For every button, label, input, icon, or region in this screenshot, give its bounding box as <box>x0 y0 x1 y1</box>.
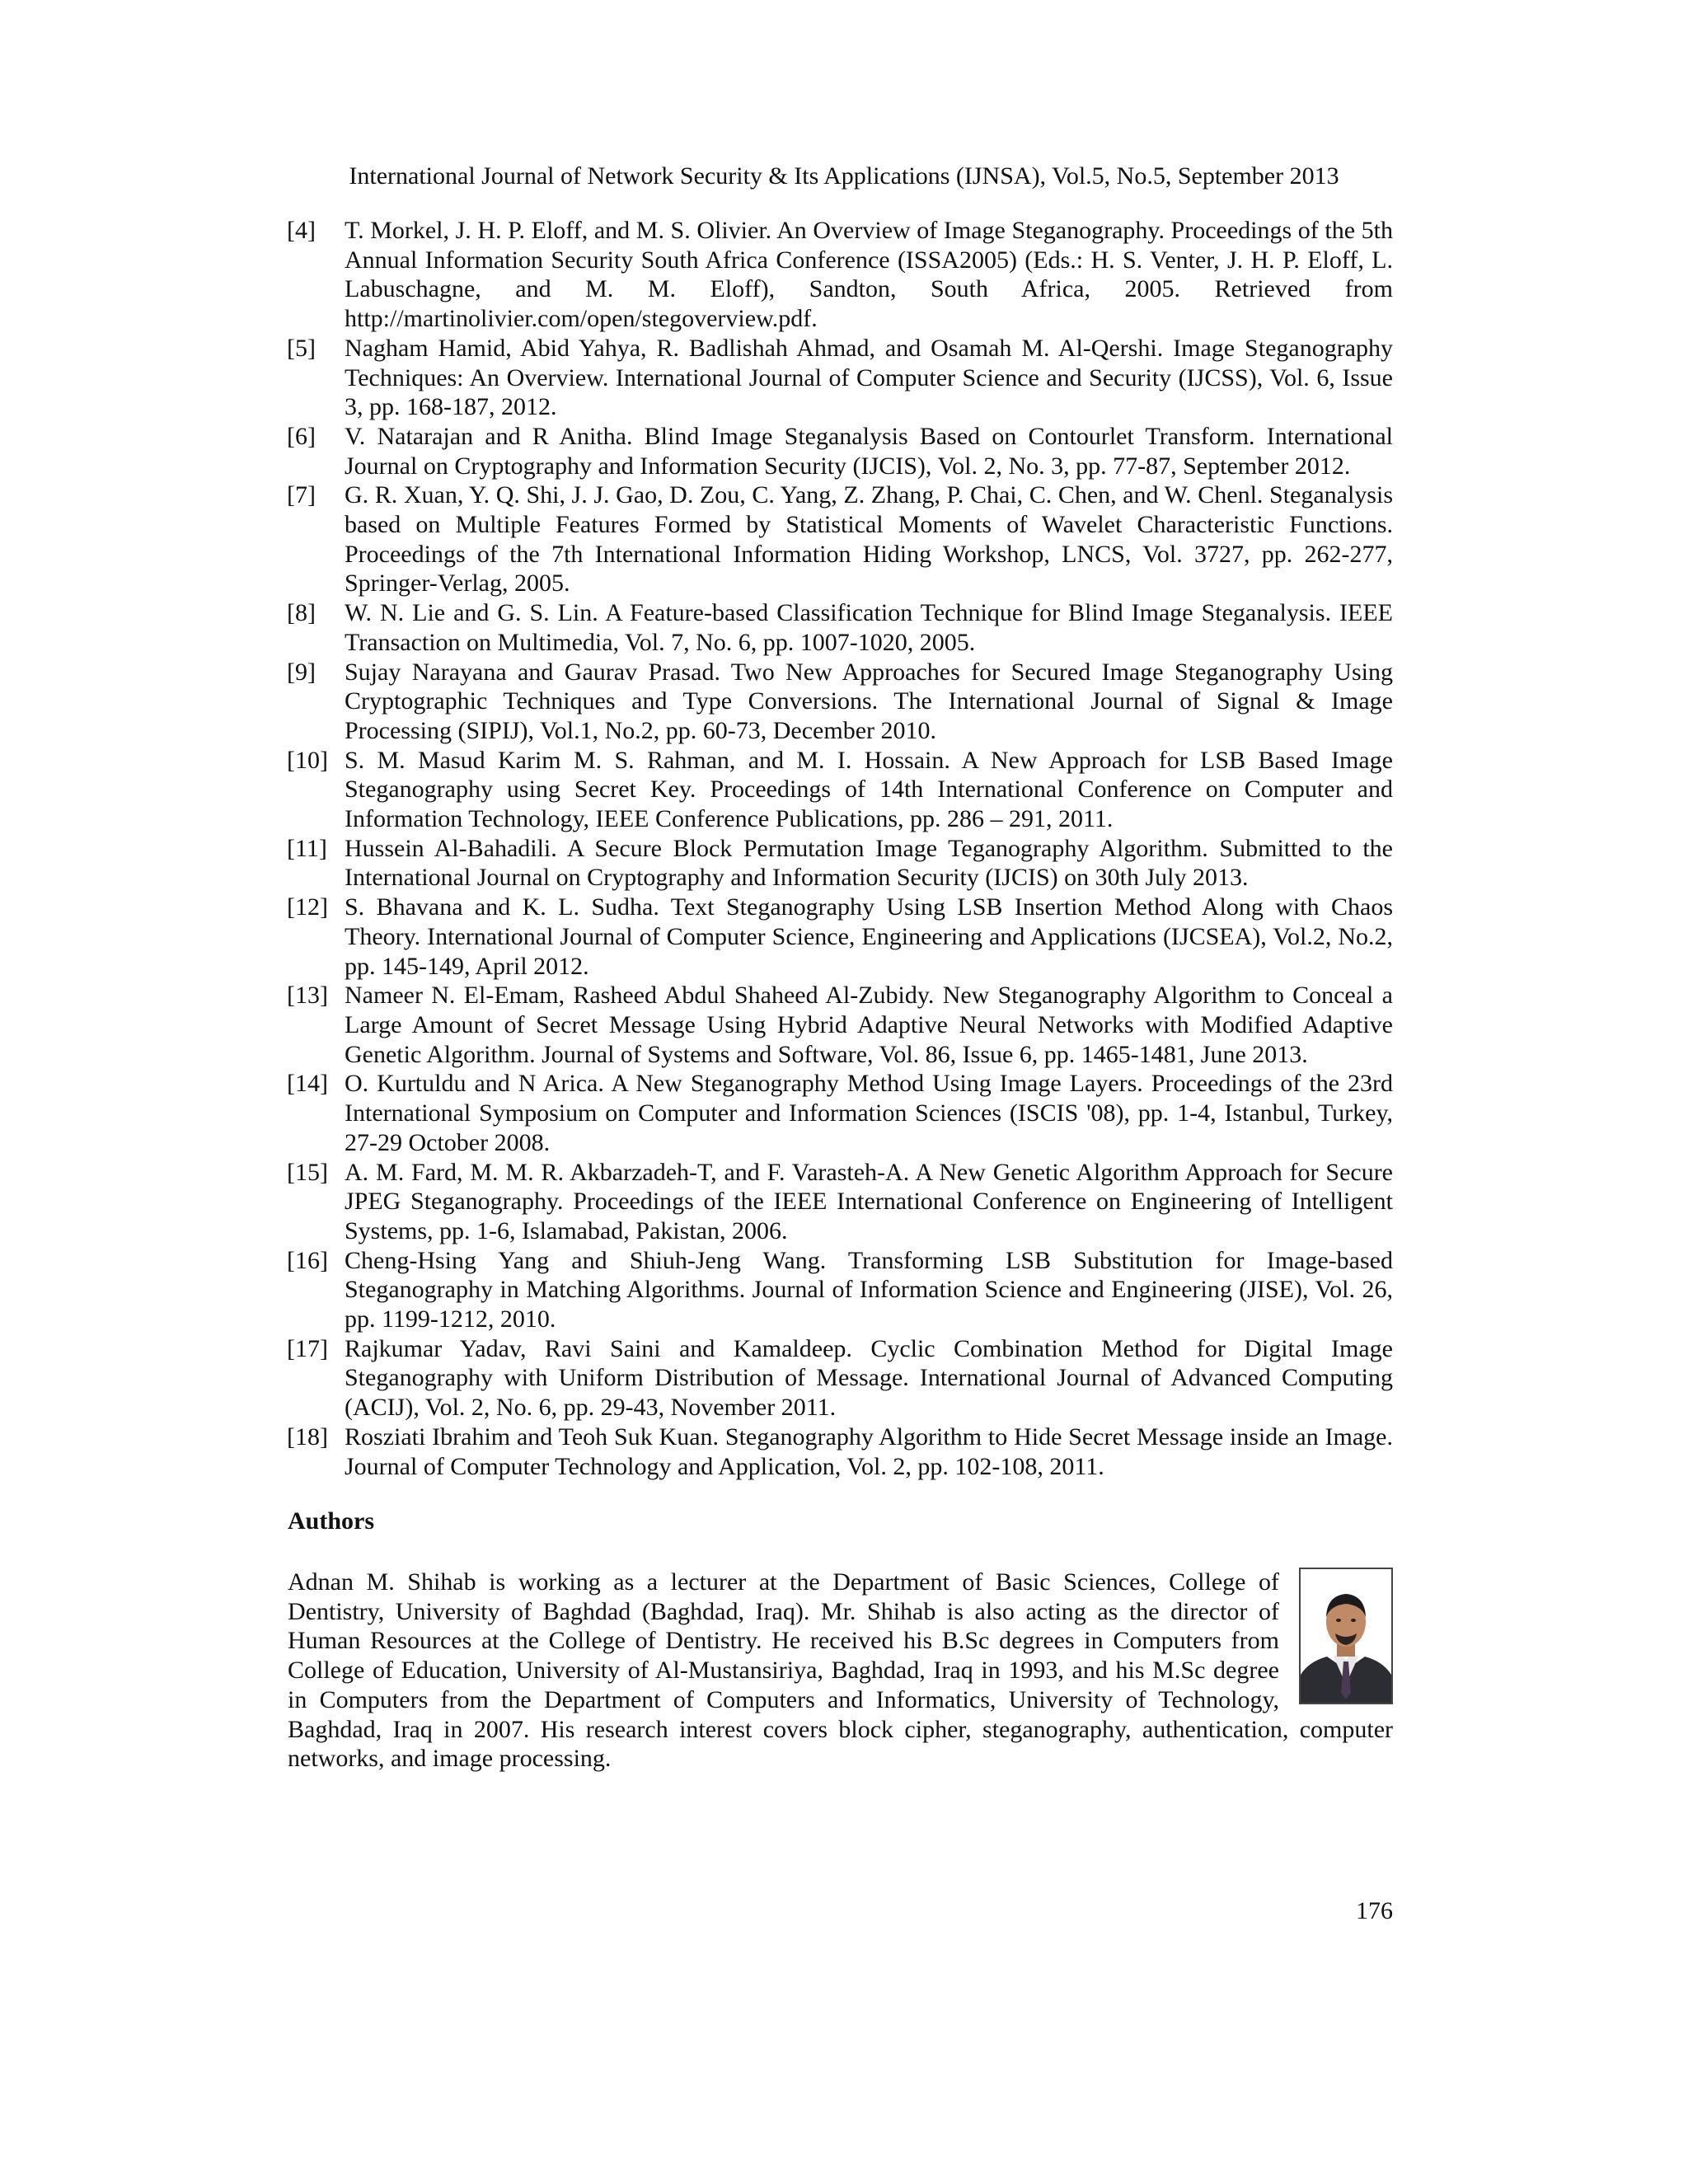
reference-item <box>287 1246 1393 1334</box>
reference-number: [14] <box>287 1070 328 1098</box>
reference-list <box>287 216 1393 1481</box>
reference-number: [13] <box>287 982 328 1010</box>
reference-text: T. Morkel, J. H. P. Eloff, and M. S. Olivier. An Overview of Image Steganography. Proceedings of the 5th Annual Information Security South Africa Conference (ISSA2005) (Eds.: H. S. Venter, J. H. P. Eloff, L. Labuschagne, and M. M. Eloff), Sandton, South Africa, 2005. Retrieved from http://martinolivier.com/open/stegoverview.pdf. <box>345 217 1393 333</box>
reference-item <box>287 216 1393 334</box>
reference-text: V. Natarajan and R Anitha. Blind Image Steganalysis Based on Contourlet Transform. International Journal on Cryptography and Information Security (IJCIS), Vol. 2, No. 3, pp. 77-87, September 2012. <box>345 422 1393 480</box>
author-bio <box>288 1568 1393 1774</box>
reference-text: Nagham Hamid, Abid Yahya, R. Badlishah Ahmad, and Osamah M. Al-Qershi. Image Steganography Techniques: An Overview. International Journal of Computer Science and Security (IJCSS), Vol. 6, Issue 3, pp. 168-187, 2012. <box>345 334 1393 421</box>
running-header: International Journal of Network Security & Its Applications (IJNSA), Vol.5, No.5, September 2013 <box>349 162 1339 190</box>
reference-item <box>287 1069 1393 1157</box>
reference-number: [8] <box>287 599 316 627</box>
reference-text: S. Bhavana and K. L. Sudha. Text Steganography Using LSB Insertion Method Along with Chaos Theory. International Journal of Computer Science, Engineering and Applications (IJCSEA), Vol.2, No.2, pp. 145-149, April 2012. <box>345 893 1393 980</box>
author-photo <box>1299 1568 1393 1704</box>
reference-number: [12] <box>287 893 328 921</box>
reference-text: O. Kurtuldu and N Arica. A New Steganography Method Using Image Layers. Proceedings of the 23rd International Symposium on Computer and Information Sciences (ISCIS '08), pp. 1-4, Istanbul, Turkey, 27-29 October 2008. <box>345 1070 1393 1156</box>
reference-text: Rajkumar Yadav, Ravi Saini and Kamaldeep. Cyclic Combination Method for Digital Image Steganography with Uniform Distribution of Message. International Journal of Advanced Computing (ACIJ), Vol. 2, No. 6, pp. 29-43, November 2011. <box>345 1334 1393 1422</box>
reference-number: [5] <box>287 334 316 362</box>
reference-item <box>287 893 1393 981</box>
reference-number: [9] <box>287 658 316 686</box>
reference-item <box>287 480 1393 598</box>
reference-item <box>287 981 1393 1069</box>
reference-item <box>287 598 1393 657</box>
page-number: 176 <box>1356 1897 1393 1924</box>
reference-number: [17] <box>287 1334 328 1362</box>
author-bio-text: Adnan M. Shihab is working as a lecturer at the Department of Basic Sciences, College of Dentistry, University of Baghdad (Baghdad, Iraq). Mr. Shihab is also acting as the director of Human Resources at the College of Dentistry. He received his B.Sc degrees in Computers from College of Education, University of Al-Mustansiriya, Baghdad, Iraq in 1993, and his M.Sc degree in Computers from the Department of Computers and Informatics, University of Technology, Baghdad, Iraq in 2007. His research interest covers block cipher, steganography, authentication, computer networks, and image processing. <box>288 1568 1393 1773</box>
reference-number: [16] <box>287 1246 328 1274</box>
authors-heading: Authors <box>288 1507 375 1535</box>
reference-text: S. M. Masud Karim M. S. Rahman, and M. I. Hossain. A New Approach for LSB Based Image Steganography using Secret Key. Proceedings of 14th International Conference on Computer and Information Technology, IEEE Conference Publications, pp. 286 – 291, 2011. <box>345 746 1393 833</box>
reference-text: G. R. Xuan, Y. Q. Shi, J. J. Gao, D. Zou, C. Yang, Z. Zhang, P. Chai, C. Chen, and W. Chenl. Steganalysis based on Multiple Features Formed by Statistical Moments of Wavelet Characteristic Functions. Proceedings of the 7th International Information Hiding Workshop, LNCS, Vol. 3727, pp. 262-277, Springer-Verlag, 2005. <box>345 481 1393 598</box>
reference-text: A. M. Fard, M. M. R. Akbarzadeh-T, and F. Varasteh-A. A New Genetic Algorithm Approach for Secure JPEG Steganography. Proceedings of the IEEE International Conference on Engineering of Intelligent Systems, pp. 1-6, Islamabad, Pakistan, 2006. <box>345 1158 1393 1244</box>
reference-number: [6] <box>287 422 316 450</box>
reference-item <box>287 834 1393 893</box>
reference-item <box>287 1422 1393 1481</box>
reference-text: Sujay Narayana and Gaurav Prasad. Two New Approaches for Secured Image Steganography Using Cryptographic Techniques and Type Conversions. The International Journal of Signal & Image Processing (SIPIJ), Vol.1, No.2, pp. 60-73, December 2010. <box>345 658 1393 744</box>
reference-item <box>287 658 1393 746</box>
reference-number: [11] <box>287 834 327 862</box>
reference-item <box>287 1158 1393 1246</box>
reference-item <box>287 1334 1393 1422</box>
reference-text: Cheng-Hsing Yang and Shiuh-Jeng Wang. Transforming LSB Substitution for Image-based Steganography in Matching Algorithms. Journal of Information Science and Engineering (JISE), Vol. 26, pp. 1199-1212, 2010. <box>345 1246 1393 1333</box>
reference-number: [7] <box>287 481 316 509</box>
reference-item <box>287 334 1393 422</box>
reference-number: [10] <box>287 746 328 774</box>
author-portrait-icon <box>1301 1569 1391 1703</box>
reference-item <box>287 746 1393 834</box>
reference-text: Rosziati Ibrahim and Teoh Suk Kuan. Steganography Algorithm to Hide Secret Message inside an Image. Journal of Computer Technology and Application, Vol. 2, pp. 102-108, 2011. <box>345 1422 1393 1480</box>
reference-text: Hussein Al-Bahadili. A Secure Block Permutation Image Teganography Algorithm. Submitted to the International Journal on Cryptography and Information Security (IJCIS) on 30th July 2013. <box>345 834 1393 892</box>
reference-text: Nameer N. El-Emam, Rasheed Abdul Shaheed Al-Zubidy. New Steganography Algorithm to Conceal a Large Amount of Secret Message Using Hybrid Adaptive Neural Networks with Modified Adaptive Genetic Algorithm. Journal of Systems and Software, Vol. 86, Issue 6, pp. 1465-1481, June 2013. <box>345 982 1393 1068</box>
reference-item <box>287 422 1393 480</box>
reference-number: [18] <box>287 1422 328 1451</box>
reference-text: W. N. Lie and G. S. Lin. A Feature-based Classification Technique for Blind Image Steganalysis. IEEE Transaction on Multimedia, Vol. 7, No. 6, pp. 1007-1020, 2005. <box>345 599 1393 656</box>
reference-number: [15] <box>287 1158 328 1186</box>
reference-number: [4] <box>287 217 316 244</box>
